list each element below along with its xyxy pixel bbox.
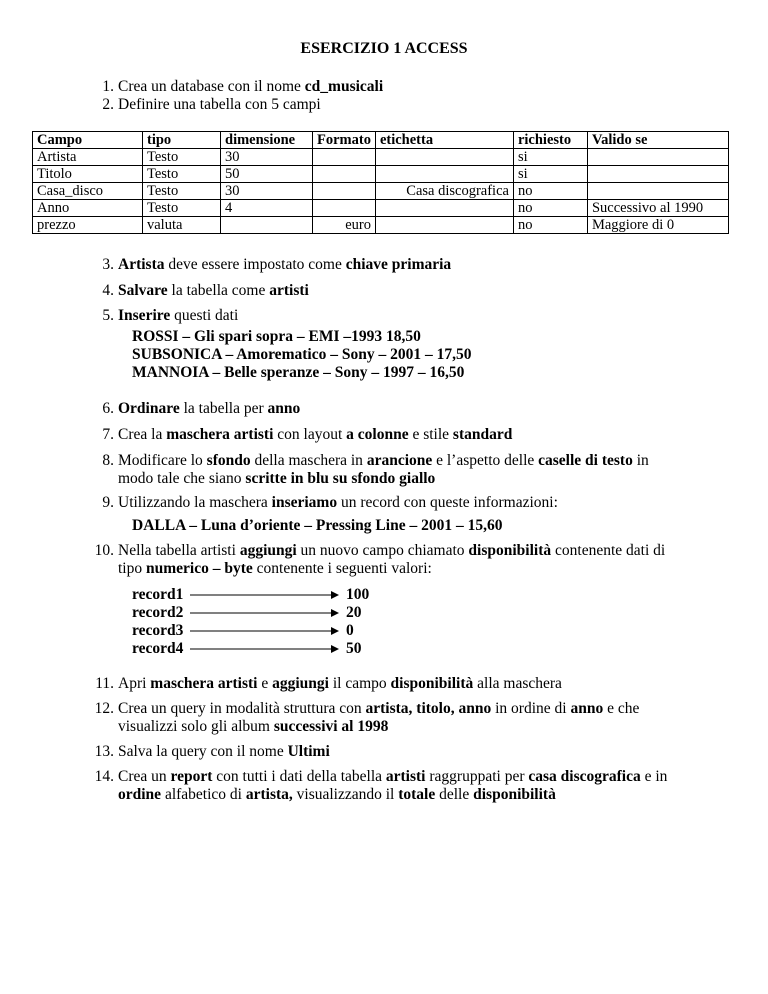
step-text: raggruppati per [425, 768, 529, 785]
step-number: 3. [102, 256, 114, 273]
table-cell: Titolo [33, 166, 143, 183]
step-7 [80, 426, 740, 444]
step-text: la tabella come [167, 282, 270, 299]
step-12 [80, 700, 740, 736]
step-text: con tutti i dati della tabella [212, 768, 386, 785]
bold-text: disponibilità [468, 542, 552, 559]
table-row [33, 183, 729, 200]
step-text: con layout [273, 426, 347, 443]
data-entry: MANNOIA – Belle speranze – Sony – 1997 – 16,50 [132, 364, 465, 381]
step-text: Crea la [118, 426, 167, 443]
step-6 [80, 400, 740, 418]
step-text: della maschera in [250, 452, 367, 469]
record-label: record1 [132, 586, 184, 603]
table-row [33, 200, 729, 217]
header-cell: Campo [33, 132, 143, 149]
table-cell: 4 [221, 200, 313, 217]
step-8 [80, 452, 740, 488]
step-text: Modificare lo [118, 452, 207, 469]
step-text: modo tale che siano [118, 470, 246, 487]
step-number: 14. [94, 768, 114, 785]
step-text: deve essere impostato come [164, 256, 346, 273]
table-cell [313, 200, 376, 217]
bold-text: disponibilità [390, 675, 474, 692]
bold-text: artista, titolo, anno [365, 700, 492, 717]
table-cell: Maggiore di 0 [587, 217, 728, 234]
bold-text: a colonne [346, 426, 409, 443]
step-text: Definire una tabella con 5 campi [118, 96, 321, 113]
table-cell: Testo [143, 200, 221, 217]
step-text: e [257, 675, 273, 692]
table-cell: Anno [33, 200, 143, 217]
bold-text: sfondo [206, 452, 251, 469]
step-number: 7. [102, 426, 114, 443]
step-text: e l’aspetto delle [432, 452, 539, 469]
header-cell: Valido se [587, 132, 728, 149]
page-title: ESERCIZIO 1 ACCESS [300, 40, 468, 57]
step-text: in [632, 452, 649, 469]
step-text: visualizzi solo gli album [118, 718, 274, 735]
bold-text: artisti [269, 282, 309, 299]
table-cell: 50 [221, 166, 313, 183]
step-text: e che [603, 700, 640, 717]
step-number: 1. [102, 78, 114, 95]
table-cell [375, 200, 513, 217]
step-number: 4. [102, 282, 114, 299]
header-cell: etichetta [375, 132, 513, 149]
table-cell: si [513, 166, 587, 183]
step-text: alfabetico di [161, 786, 246, 803]
table-cell: 30 [221, 149, 313, 166]
step-text: Crea un query in modalità struttura con [118, 700, 366, 717]
table-cell: no [513, 217, 587, 234]
step-4 [80, 282, 740, 300]
table-cell: prezzo [33, 217, 143, 234]
step-number: 10. [94, 542, 114, 559]
table-cell [313, 149, 376, 166]
bold-text: maschera artisti [150, 675, 258, 692]
table-cell: no [513, 183, 587, 200]
bold-text: Salvare [118, 282, 168, 299]
record-value: 0 [346, 622, 354, 639]
bold-text: anno [570, 700, 604, 717]
data-entries [132, 328, 471, 382]
bold-text: totale [398, 786, 436, 803]
table-cell [587, 183, 728, 200]
record-label: record2 [132, 604, 184, 621]
bold-text: ordine [118, 786, 162, 803]
record-value: 50 [346, 640, 362, 657]
db-name: cd_musicali [304, 78, 384, 95]
bold-text: scritte in blu su sfondo giallo [245, 470, 436, 487]
fields-table [32, 131, 729, 234]
table-cell: si [513, 149, 587, 166]
step-5 [80, 307, 740, 325]
step-14 [80, 768, 740, 804]
table-cell: Successivo al 1990 [587, 200, 728, 217]
bold-text: Ordinare [118, 400, 180, 417]
record-entry: DALLA – Luna d’oriente – Pressing Line – 2001 – 15,60 [132, 517, 503, 534]
bold-text: artista, [245, 786, 293, 803]
table-cell: 30 [221, 183, 313, 200]
step-number: 11. [95, 675, 114, 692]
table-cell: Testo [143, 149, 221, 166]
table-cell: Testo [143, 166, 221, 183]
table-cell: Artista [33, 149, 143, 166]
bold-text: report [170, 768, 213, 785]
step-13 [80, 743, 740, 761]
step-3 [80, 256, 740, 274]
step-2 [80, 96, 730, 114]
step-1 [80, 78, 730, 96]
table-row [33, 217, 729, 234]
header-cell: Formato [313, 132, 376, 149]
table-cell [375, 149, 513, 166]
bold-text: artisti [385, 768, 426, 785]
record-label: record4 [132, 640, 184, 657]
table-cell: Casa discografica [375, 183, 513, 200]
step-text: e stile [408, 426, 453, 443]
table-cell [587, 149, 728, 166]
step-text: il campo [328, 675, 391, 692]
bold-text: numerico – byte [146, 560, 253, 577]
header-cell: richiesto [513, 132, 587, 149]
intro-steps [80, 78, 730, 114]
bold-text: inseriamo [271, 494, 338, 511]
data-entry: ROSSI – Gli spari sopra – EMI –1993 18,50 [132, 328, 421, 345]
table-cell: Casa_disco [33, 183, 143, 200]
step-number: 6. [102, 400, 114, 417]
bold-text: Artista [118, 256, 165, 273]
bold-text: casa discografica [528, 768, 641, 785]
step-text: e in [640, 768, 668, 785]
bold-text: Ultimi [287, 743, 330, 760]
bold-text: disponibilità [473, 786, 556, 803]
record-value: 100 [346, 586, 370, 603]
step-10 [80, 542, 740, 578]
record-value: 20 [346, 604, 362, 621]
step-11 [80, 675, 740, 693]
step-number: 13. [94, 743, 114, 760]
table-cell [587, 166, 728, 183]
bold-text: chiave primaria [345, 256, 452, 273]
bold-text: caselle di testo [538, 452, 633, 469]
table-cell: Testo [143, 183, 221, 200]
table-cell [375, 166, 513, 183]
step-number: 12. [94, 700, 114, 717]
bold-text: aggiungi [239, 542, 297, 559]
step-number: 2. [102, 96, 114, 113]
table-cell: valuta [143, 217, 221, 234]
records-mapping [132, 586, 392, 658]
step-9 [80, 494, 740, 512]
data-entry: SUBSONICA – Amorematico – Sony – 2001 – 17,50 [132, 346, 472, 363]
step-text: in ordine di [491, 700, 571, 717]
step-text: delle [435, 786, 474, 803]
step-number: 5. [102, 307, 114, 324]
table-cell [313, 183, 376, 200]
step-number: 9. [102, 494, 114, 511]
step-text: visualizzando il [292, 786, 399, 803]
step-text: Salva la query con il nome [118, 743, 288, 760]
step-text: Utilizzando la maschera [118, 494, 272, 511]
bold-text: maschera artisti [166, 426, 274, 443]
bold-text: successivi al 1998 [273, 718, 389, 735]
bold-text: Inserire [118, 307, 171, 324]
bold-text: arancione [366, 452, 433, 469]
table-cell: no [513, 200, 587, 217]
table-cell [221, 217, 313, 234]
table-header-row [33, 132, 729, 149]
step-text: tipo [118, 560, 146, 577]
step-text: Apri [118, 675, 151, 692]
step-text: un record con queste informazioni: [337, 494, 558, 511]
table-row [33, 149, 729, 166]
step-text: un nuovo campo chiamato [296, 542, 469, 559]
bold-text: anno [267, 400, 301, 417]
step-text: Crea un database con il nome [118, 78, 305, 95]
header-cell: dimensione [221, 132, 313, 149]
table-cell [313, 166, 376, 183]
table-row [33, 166, 729, 183]
step-text: Nella tabella artisti [118, 542, 240, 559]
table-cell [375, 217, 513, 234]
step-text: contenente dati di [551, 542, 666, 559]
header-cell: tipo [143, 132, 221, 149]
bold-text: standard [452, 426, 513, 443]
record-label: record3 [132, 622, 184, 639]
table-cell: euro [313, 217, 376, 234]
step-text: Crea un [118, 768, 171, 785]
step-text: alla maschera [473, 675, 562, 692]
bold-text: aggiungi [272, 675, 329, 692]
step-text: la tabella per [179, 400, 268, 417]
step-text: contenente i seguenti valori: [252, 560, 432, 577]
step-text: questi dati [170, 307, 239, 324]
step-number: 8. [102, 452, 114, 469]
